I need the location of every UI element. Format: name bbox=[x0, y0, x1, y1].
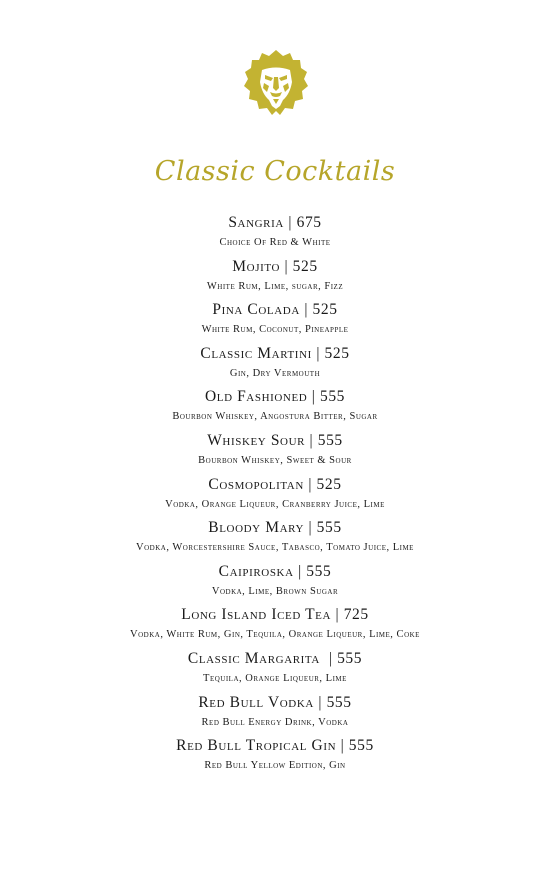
menu-item-description: Tequila, Orange Liqueur, Lime bbox=[203, 672, 347, 684]
menu-item-price: 555 bbox=[319, 388, 346, 406]
lion-head-icon bbox=[243, 48, 309, 118]
menu-item-description: Choice Of Red & White bbox=[219, 237, 331, 248]
menu-item-name: Caipiroska bbox=[218, 562, 294, 580]
menu-item bbox=[0, 344, 550, 388]
menu-item-description: Vodka, Lime, Brown Sugar bbox=[211, 585, 339, 597]
menu-item-title bbox=[0, 518, 550, 538]
menu-item-title bbox=[0, 300, 550, 320]
menu-item-title bbox=[0, 257, 550, 277]
menu-item bbox=[0, 605, 550, 649]
cocktail-list bbox=[0, 213, 550, 780]
menu-item-description: White Rum, Lime, sugar, Fizz bbox=[206, 280, 344, 292]
menu-item-name: Red Bull Tropical Gin bbox=[176, 737, 337, 755]
menu-item-name: Cosmopolitan bbox=[208, 475, 304, 493]
menu-item bbox=[0, 300, 550, 344]
menu-item-price: 525 bbox=[324, 344, 350, 362]
menu-item-title bbox=[0, 475, 550, 495]
menu-item bbox=[0, 562, 550, 606]
menu-item-name: Whiskey Sour bbox=[207, 431, 306, 449]
menu-item-description: Gin, Dry Vermouth bbox=[229, 367, 321, 379]
menu-item-description: Red Bull Yellow Edition, Gin bbox=[204, 760, 346, 772]
menu-item bbox=[0, 518, 550, 562]
menu-item-price: 555 bbox=[306, 562, 332, 580]
price-separator: | bbox=[280, 257, 293, 275]
price-separator: | bbox=[305, 431, 318, 449]
menu-item-description: Red Bull Energy Drink, Vodka bbox=[201, 716, 349, 728]
menu-item-description: Bourbon Whiskey, Sweet & Sour bbox=[198, 454, 352, 466]
menu-item-title bbox=[0, 605, 550, 625]
price-separator: | bbox=[303, 475, 317, 493]
price-separator: | bbox=[293, 562, 307, 580]
menu-item-title bbox=[0, 736, 550, 756]
menu-item-price: 675 bbox=[296, 214, 322, 231]
menu-item-price: 525 bbox=[292, 257, 318, 275]
menu-item-description: Bourbon Whiskey, Angostura Bitter, Sugar bbox=[172, 411, 378, 423]
menu-item-name: Classic Margarita bbox=[187, 649, 325, 667]
price-separator: | bbox=[313, 693, 327, 711]
menu-item-name: Red Bull Vodka bbox=[198, 693, 314, 711]
price-separator: | bbox=[283, 214, 297, 231]
menu-item bbox=[0, 213, 550, 257]
menu-item-title bbox=[0, 562, 550, 582]
price-separator: | bbox=[311, 344, 325, 362]
menu-item bbox=[0, 257, 550, 301]
menu-item-title bbox=[0, 693, 550, 713]
menu-item-price: 555 bbox=[337, 649, 363, 667]
menu-item bbox=[0, 649, 550, 693]
menu-item bbox=[0, 736, 550, 780]
menu-item-price: 555 bbox=[326, 693, 352, 711]
menu-item-price: 525 bbox=[316, 475, 342, 493]
menu-item-name: Classic Martini bbox=[200, 344, 312, 362]
menu-item-price: 725 bbox=[343, 606, 369, 624]
price-separator: | bbox=[331, 606, 344, 624]
menu-item-name: Sangria bbox=[228, 214, 284, 231]
menu-item bbox=[0, 693, 550, 737]
menu-item-title bbox=[0, 431, 550, 451]
menu-item-name: Long Island Iced Tea bbox=[181, 606, 332, 624]
price-separator: | bbox=[299, 301, 313, 319]
price-separator: | bbox=[336, 737, 349, 755]
menu-item-name: Old Fashioned bbox=[204, 388, 308, 406]
menu-item-description: Vodka, Worcestershire Sauce, Tabasco, Tomato Juice, Lime bbox=[136, 542, 414, 554]
menu-item bbox=[0, 431, 550, 475]
menu-item-name: Bloody Mary bbox=[208, 519, 304, 537]
menu-item-title bbox=[0, 387, 550, 407]
menu-item-price: 555 bbox=[348, 737, 374, 755]
menu-item-name: Mojito bbox=[232, 257, 280, 275]
menu-item-description: White Rum, Coconut, Pineapple bbox=[201, 324, 349, 336]
menu-item-title bbox=[0, 344, 550, 364]
menu-item-description: Vodka, White Rum, Gin, Tequila, Orange Liqueur, Lime, Coke bbox=[130, 629, 420, 641]
price-separator: | bbox=[307, 388, 320, 406]
menu-item-price: 555 bbox=[317, 431, 343, 449]
menu-item-description: Vodka, Orange Liqueur, Cranberry Juice, Lime bbox=[165, 498, 385, 510]
price-separator: | bbox=[324, 649, 338, 667]
menu-item-price: 555 bbox=[316, 519, 342, 537]
price-separator: | bbox=[304, 519, 317, 537]
menu-item bbox=[0, 387, 550, 431]
menu-heading: Classic Cocktails bbox=[154, 156, 396, 187]
menu-item bbox=[0, 475, 550, 519]
menu-item-name: Pina Colada bbox=[212, 301, 300, 319]
menu-item-title bbox=[0, 649, 550, 669]
menu-item-price: 525 bbox=[312, 301, 338, 319]
menu-item-title bbox=[0, 213, 550, 233]
